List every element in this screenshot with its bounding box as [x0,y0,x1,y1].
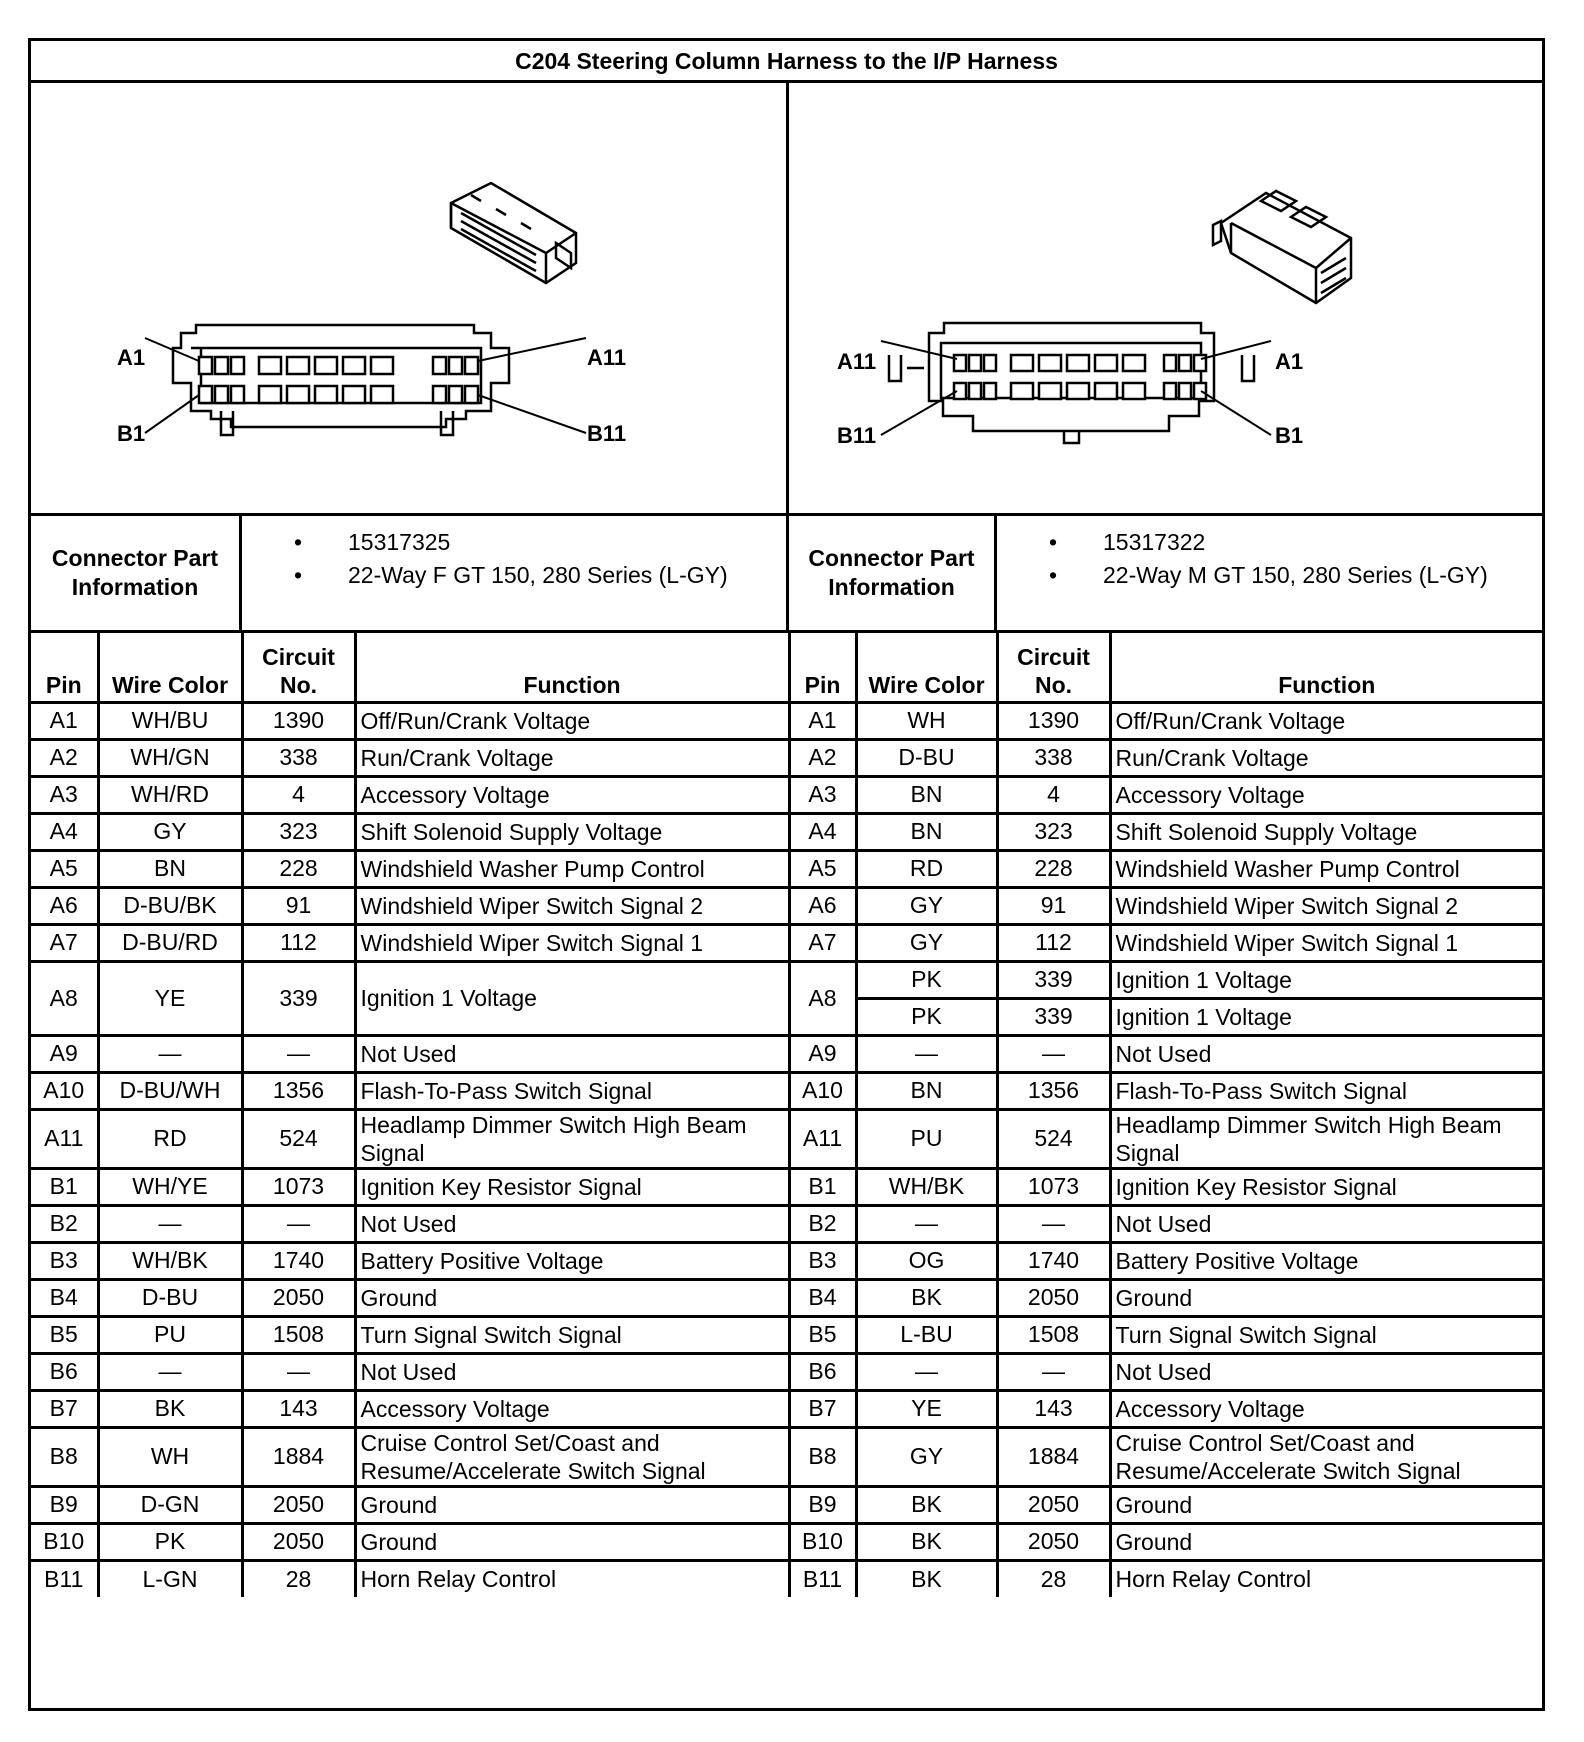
circuit-cell: 2050 [242,1279,355,1316]
wire-color-cell: PK [856,998,997,1035]
pin-cell: B5 [789,1316,856,1353]
left-part-info [242,516,789,630]
circuit-cell: 339 [242,961,355,1035]
pin-cell: B8 [789,1427,856,1486]
wire-color-cell: L-GN [98,1560,242,1597]
wire-color-cell: WH/BK [98,1242,242,1279]
circuit-cell: 2050 [242,1523,355,1560]
left-part-desc-line [242,559,786,592]
wire-color-cell: D-BU/RD [98,924,242,961]
function-cell: Not Used [355,1035,789,1072]
wire-color-cell: BN [856,1072,997,1109]
pin-cell: A4 [789,813,856,850]
table-header-row [31,633,1542,702]
pin-cell: A9 [31,1035,98,1072]
table-row [31,1560,1542,1597]
table-row [31,850,1542,887]
wire-color-cell: GY [98,813,242,850]
circuit-cell: 1740 [997,1242,1110,1279]
wire-color-cell: BK [856,1279,997,1316]
pin-label-bottom-right: B11 [587,421,627,446]
left-connector-diagram [31,83,789,513]
table-row [31,1168,1542,1205]
circuit-cell: 228 [242,850,355,887]
table-row [31,776,1542,813]
function-cell: Accessory Voltage [355,1390,789,1427]
wire-color-cell: WH/BU [98,702,242,739]
pin-cell: B3 [789,1242,856,1279]
wire-color-cell: — [98,1353,242,1390]
pin-cell: A10 [789,1072,856,1109]
function-cell: Windshield Wiper Switch Signal 1 [1110,924,1542,961]
wire-color-cell: D-BU [856,739,997,776]
circuit-cell: 1356 [242,1072,355,1109]
wire-color-cell: GY [856,887,997,924]
wire-color-cell: BK [856,1523,997,1560]
wire-color-cell: D-BU/WH [98,1072,242,1109]
pin-cell: B1 [31,1168,98,1205]
wire-color-cell: BN [856,776,997,813]
pin-cell: A8 [31,961,98,1035]
function-cell: Horn Relay Control [355,1560,789,1597]
function-cell: Ground [1110,1486,1542,1523]
table-row [31,1035,1542,1072]
wire-color-cell: PU [98,1316,242,1353]
header-wire-color: Wire Color [98,633,242,702]
function-cell: Off/Run/Crank Voltage [1110,702,1542,739]
circuit-cell: — [242,1035,355,1072]
circuit-cell: 338 [242,739,355,776]
circuit-cell: — [997,1353,1110,1390]
circuit-cell: — [242,1353,355,1390]
function-cell: Headlamp Dimmer Switch High Beam Signal [1110,1109,1542,1168]
wire-color-cell: — [856,1205,997,1242]
pin-cell: A10 [31,1072,98,1109]
circuit-cell: 2050 [242,1486,355,1523]
right-part-desc-line [997,559,1542,592]
bullet: • [1049,562,1058,588]
wire-color-cell: BK [856,1486,997,1523]
right-part-number: 15317322 [1103,529,1206,555]
pin-cell: B11 [789,1560,856,1597]
function-cell: Ignition 1 Voltage [1110,961,1542,998]
function-cell: Windshield Wiper Switch Signal 1 [355,924,789,961]
table-row [31,702,1542,739]
pin-label-top-left: A1 [117,345,146,370]
left-part-number: 15317325 [348,529,451,555]
right-connector-diagram [789,83,1542,513]
function-cell: Accessory Voltage [355,776,789,813]
function-cell: Headlamp Dimmer Switch High Beam Signal [355,1109,789,1168]
pin-cell: A4 [31,813,98,850]
wire-color-cell: — [856,1035,997,1072]
wire-color-cell: WH/BK [856,1168,997,1205]
table-row [31,1523,1542,1560]
circuit-cell: 1508 [242,1316,355,1353]
circuit-cell: 1073 [242,1168,355,1205]
bullet: • [294,562,303,588]
function-cell: Ignition Key Resistor Signal [355,1168,789,1205]
function-cell: Ground [355,1523,789,1560]
table-row [31,1109,1542,1168]
pin-cell: B2 [789,1205,856,1242]
pin-cell: A2 [31,739,98,776]
pin-cell: A7 [31,924,98,961]
female-connector-drawing [31,83,786,516]
pin-cell: B8 [31,1427,98,1486]
function-cell: Windshield Washer Pump Control [1110,850,1542,887]
circuit-cell: — [997,1035,1110,1072]
function-cell: Battery Positive Voltage [1110,1242,1542,1279]
function-cell: Windshield Wiper Switch Signal 2 [1110,887,1542,924]
male-connector-drawing [789,83,1542,516]
function-cell: Ignition 1 Voltage [355,961,789,1035]
wire-color-cell: GY [856,1427,997,1486]
circuit-cell: — [242,1205,355,1242]
wire-color-cell: BN [856,813,997,850]
pin-cell: B7 [31,1390,98,1427]
left-part-number-line [242,526,786,559]
pin-cell: B10 [31,1523,98,1560]
circuit-cell: 323 [242,813,355,850]
circuit-cell: 1390 [242,702,355,739]
wire-color-cell: — [98,1205,242,1242]
right-part-description: 22-Way M GT 150, 280 Series (L-GY) [1103,562,1488,588]
bullet: • [294,529,303,555]
function-cell: Not Used [355,1205,789,1242]
function-cell: Cruise Control Set/Coast and Resume/Accelerate Switch Signal [1110,1427,1542,1486]
wire-color-cell: WH [98,1427,242,1486]
wire-color-cell: — [856,1353,997,1390]
circuit-cell: 228 [997,850,1110,887]
pin-label-bottom-right: B1 [1275,423,1304,448]
header-circuit: Circuit No. [242,633,355,702]
table-row [31,1072,1542,1109]
wire-color-cell: — [98,1035,242,1072]
pin-cell: A3 [31,776,98,813]
header-pin: Pin [789,633,856,702]
wire-color-cell: WH/GN [98,739,242,776]
pin-cell: B3 [31,1242,98,1279]
left-part-info-label: Connector Part Information [31,516,242,630]
circuit-cell: 1884 [997,1427,1110,1486]
circuit-cell: 143 [242,1390,355,1427]
right-part-number-line [997,526,1542,559]
function-cell: Off/Run/Crank Voltage [355,702,789,739]
circuit-cell: 112 [242,924,355,961]
function-cell: Accessory Voltage [1110,776,1542,813]
wire-color-cell: WH [856,702,997,739]
function-cell: Windshield Washer Pump Control [355,850,789,887]
function-cell: Ground [1110,1523,1542,1560]
pin-cell: A1 [789,702,856,739]
circuit-cell: 1390 [997,702,1110,739]
circuit-cell: 28 [242,1560,355,1597]
function-cell: Cruise Control Set/Coast and Resume/Accelerate Switch Signal [355,1427,789,1486]
pin-cell: A7 [789,924,856,961]
function-cell: Shift Solenoid Supply Voltage [1110,813,1542,850]
table-row [31,924,1542,961]
pin-cell: B10 [789,1523,856,1560]
function-cell: Windshield Wiper Switch Signal 2 [355,887,789,924]
function-cell: Not Used [1110,1205,1542,1242]
function-cell: Turn Signal Switch Signal [355,1316,789,1353]
circuit-cell: 143 [997,1390,1110,1427]
pin-cell: A5 [31,850,98,887]
table-row [31,1390,1542,1427]
circuit-cell: 1884 [242,1427,355,1486]
function-cell: Run/Crank Voltage [1110,739,1542,776]
wire-color-cell: PU [856,1109,997,1168]
table-row [31,1279,1542,1316]
circuit-cell: — [997,1205,1110,1242]
pin-cell: A6 [31,887,98,924]
circuit-cell: 339 [997,998,1110,1035]
pinout-table [31,633,1542,1597]
connector-sheet [28,38,1545,1711]
function-cell: Ignition 1 Voltage [1110,998,1542,1035]
wire-color-cell: YE [98,961,242,1035]
function-cell: Not Used [1110,1035,1542,1072]
function-cell: Ignition Key Resistor Signal [1110,1168,1542,1205]
male-connector-3d-icon [1213,191,1351,303]
pin-cell: B5 [31,1316,98,1353]
pin-label-top-left: A11 [837,349,877,374]
wire-color-cell: RD [98,1109,242,1168]
header-function: Function [1110,633,1542,702]
pin-cell: B9 [789,1486,856,1523]
table-row [31,1353,1542,1390]
circuit-cell: 1740 [242,1242,355,1279]
pin-cell: B4 [789,1279,856,1316]
pin-cell: B6 [31,1353,98,1390]
left-part-description: 22-Way F GT 150, 280 Series (L-GY) [348,562,728,588]
circuit-cell: 524 [997,1109,1110,1168]
pin-cell: A11 [789,1109,856,1168]
circuit-cell: 338 [997,739,1110,776]
wire-color-cell: YE [856,1390,997,1427]
circuit-cell: 2050 [997,1279,1110,1316]
function-cell: Ground [355,1279,789,1316]
wire-color-cell: RD [856,850,997,887]
header-circuit: Circuit No. [997,633,1110,702]
table-row [31,1242,1542,1279]
pin-cell: A6 [789,887,856,924]
wire-color-cell: D-BU [98,1279,242,1316]
pin-cell: A1 [31,702,98,739]
pin-cell: A3 [789,776,856,813]
table-row [31,1486,1542,1523]
table-row [31,961,1542,998]
wire-color-cell: WH/RD [98,776,242,813]
circuit-cell: 4 [242,776,355,813]
circuit-cell: 28 [997,1560,1110,1597]
pin-cell: B4 [31,1279,98,1316]
table-row [31,1316,1542,1353]
function-cell: Shift Solenoid Supply Voltage [355,813,789,850]
circuit-cell: 91 [242,887,355,924]
wire-color-cell: D-BU/BK [98,887,242,924]
circuit-cell: 323 [997,813,1110,850]
female-connector-3d-icon [451,183,576,283]
wire-color-cell: PK [98,1523,242,1560]
wire-color-cell: D-GN [98,1486,242,1523]
circuit-cell: 1356 [997,1072,1110,1109]
pin-cell: B9 [31,1486,98,1523]
pin-cell: B2 [31,1205,98,1242]
right-part-info [997,516,1542,630]
header-function: Function [355,633,789,702]
pin-cell: B7 [789,1390,856,1427]
circuit-cell: 1508 [997,1316,1110,1353]
circuit-cell: 91 [997,887,1110,924]
circuit-cell: 2050 [997,1523,1110,1560]
function-cell: Flash-To-Pass Switch Signal [1110,1072,1542,1109]
pin-cell: B1 [789,1168,856,1205]
function-cell: Accessory Voltage [1110,1390,1542,1427]
wire-color-cell: BK [856,1560,997,1597]
wire-color-cell: OG [856,1242,997,1279]
wire-color-cell: GY [856,924,997,961]
pin-cell: A5 [789,850,856,887]
pin-label-bottom-left: B1 [117,421,146,446]
pin-label-top-right: A11 [587,345,627,370]
table-row [31,739,1542,776]
pin-label-top-right: A1 [1275,349,1304,374]
header-wire-color: Wire Color [856,633,997,702]
function-cell: Not Used [355,1353,789,1390]
pin-cell: A8 [789,961,856,1035]
wire-color-cell: PK [856,961,997,998]
function-cell: Horn Relay Control [1110,1560,1542,1597]
circuit-cell: 2050 [997,1486,1110,1523]
function-cell: Flash-To-Pass Switch Signal [355,1072,789,1109]
circuit-cell: 4 [997,776,1110,813]
bullet: • [1049,529,1058,555]
wire-color-cell: WH/YE [98,1168,242,1205]
table-row [31,1427,1542,1486]
pin-label-bottom-left: B11 [837,423,877,448]
function-cell: Turn Signal Switch Signal [1110,1316,1542,1353]
connector-diagrams [31,83,1542,516]
circuit-cell: 112 [997,924,1110,961]
connector-part-info-row [31,516,1542,633]
header-pin: Pin [31,633,98,702]
right-part-info-label: Connector Part Information [789,516,997,630]
pin-cell: A2 [789,739,856,776]
function-cell: Run/Crank Voltage [355,739,789,776]
function-cell: Ground [1110,1279,1542,1316]
function-cell: Not Used [1110,1353,1542,1390]
pin-cell: B6 [789,1353,856,1390]
function-cell: Battery Positive Voltage [355,1242,789,1279]
wire-color-cell: BK [98,1390,242,1427]
function-cell: Ground [355,1486,789,1523]
circuit-cell: 1073 [997,1168,1110,1205]
table-row [31,887,1542,924]
pin-cell: B11 [31,1560,98,1597]
page-title: C204 Steering Column Harness to the I/P Harness [31,41,1542,83]
table-row [31,1205,1542,1242]
circuit-cell: 524 [242,1109,355,1168]
pin-cell: A11 [31,1109,98,1168]
pin-cell: A9 [789,1035,856,1072]
wire-color-cell: BN [98,850,242,887]
table-row [31,813,1542,850]
circuit-cell: 339 [997,961,1110,998]
wire-color-cell: L-BU [856,1316,997,1353]
